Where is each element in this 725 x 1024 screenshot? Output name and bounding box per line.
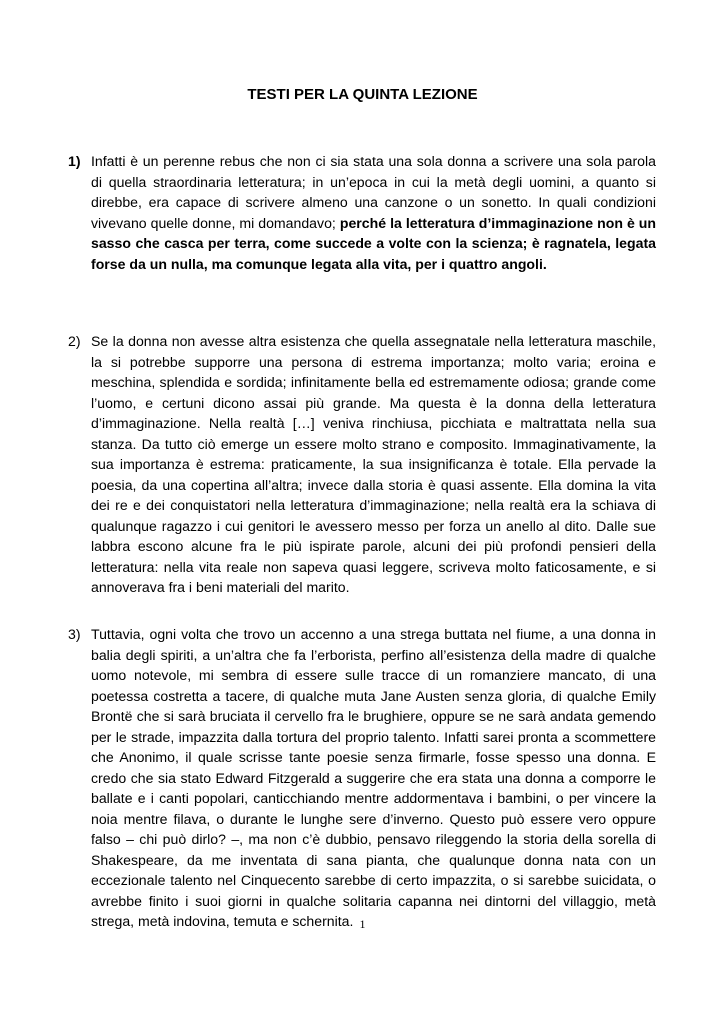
- paragraph-text: [91, 151, 656, 274]
- paragraph-text: Se la donna non avesse altra esistenza che quella assegnatale nella letteratura maschile, la si potrebbe supporre una persona di estrema importanza; molto varia; eroina e meschina, splendida e sordida; infinitamente bella ed estremamente odiosa; grande come l’uomo, e certuni dicono assai più grande. Ma questa è la donna della letteratura d’immaginazione. Nella realtà […] veniva rinchiusa, picchiata e maltrattata nella sua stanza. Da tutto ciò emerge un essere molto strano e composito. Immaginativamente, la sua importanza è estrema: praticamente, la sua insignificanza è totale. Ella pervade la poesia, da una copertina all’altra; invece dalla storia è quasi assente. Ella domina la vita dei re e dei conquistatori nella letteratura d’immaginazione; nella realtà era la schiava di qualunque ragazzo i cui genitori le avessero messo per forza un anello al dito. Dalle sue labbra escono alcune fra le più ispirate parole, alcuni dei più profondi pensieri della letteratura: nella vita reale non sapeva quasi leggere, scriveva molto faticosamente, e si annoverava fra i beni materiali del marito.: [91, 333, 656, 595]
- page-title: TESTI PER LA QUINTA LEZIONE: [247, 86, 478, 103]
- paragraph-3: [68, 624, 656, 932]
- paragraph-number: 2): [68, 333, 81, 349]
- paragraph-text-bold: perché la letteratura d’immaginazione non è un sasso che casca per terra, come succede a volte con la scienza; è ragnatela, legata forse da un nulla, ma comunque legata alla vita, per i quattro angoli.: [91, 214, 657, 272]
- paragraph-1: [68, 151, 656, 274]
- paragraph-text: Tuttavia, ogni volta che trovo un accenno a una strega buttata nel fiume, a una donna in balia degli spiriti, a un’altra che fa l’erborista, perfino all’esistenza della madre di qualche uomo notevole, mi sembra di essere sulle tracce di un romanziere mancato, di una poetessa costretta a tacere, di qualche muta Jane Austen senza gloria, di qualche Emily Brontë che si sarà bruciata il cervello fra le brughiere, oppure se ne sarà andata gemendo per le strade, impazzita dalla tortura del proprio talento. Infatti sarei pronta a scommettere che Anonimo, il quale scrisse tante poesie senza firmarle, fosse spesso una donna. E credo che sia stato Edward Fitzgerald a suggerire che era stata una donna a comporre le ballate e i canti popolari, canticchiando mentre addormentava i bambini, o per vincere la noia mentre filava, o durante le lunghe sere d’inverno. Questo può essere vero oppure falso – chi può dirlo? –, ma non c’è dubbio, pensavo rileggendo la storia della sorella di Shakespeare, da me inventata di sana pianta, che qualunque donna nata con un eccezionale talento nel Cinquecento sarebbe di certo impazzita, o si sarebbe suicidata, o avrebbe finito i suoi giorni in qualche solitaria capanna nei dintorni del villaggio, metà strega, metà indovina, temuta e schernita.: [91, 626, 656, 929]
- page-number: 1: [359, 917, 366, 931]
- paragraph-text-regular: Infatti è un perenne rebus che non ci sia stata una sola donna a scrivere una sola parola di quella straordinaria letteratura; in un’epoca in cui la metà degli uomini, a quanto si direbbe, era capace di scrivere almeno una canzone o un sonetto. In quali condizioni vivevano quelle donne, mi domandavo;: [91, 153, 656, 231]
- paragraph-2: [68, 331, 656, 598]
- paragraph-number: 1): [68, 153, 81, 169]
- paragraph-number: 3): [68, 626, 81, 642]
